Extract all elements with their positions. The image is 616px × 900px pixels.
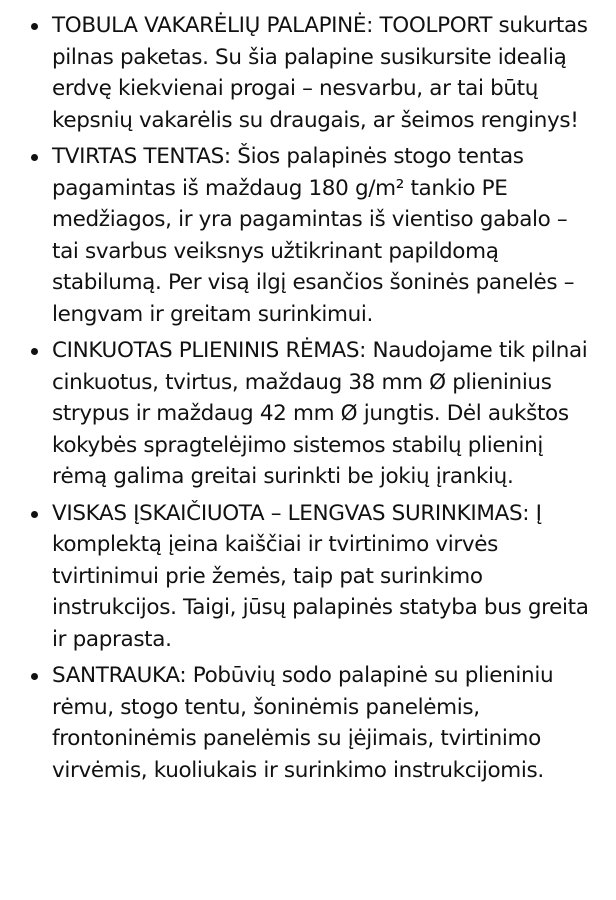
bullet-text: TVIRTAS TENTAS: Šios palapinės stogo tentas pagamintas iš maždaug 180 g/m² tankio PE medžiagos, ir yra pagamintas iš vientiso gabalo – tai svarbus veiksnys užtikrinant papildomą stabilumą. Per visą ilgį esančios šoninės panelės – lengvam ir greitam surinkimui. [52, 144, 575, 327]
bullet-text: SANTRAUKA: Pobūvių sodo palapinė su plieniniu rėmu, stogo tentu, šoninėmis panelėmis, frontoninėmis panelėmis su įėjimais, tvirtinimo virvėmis, kuoliukais ir surinkimo instrukcijomis. [52, 663, 554, 783]
bullet-dot-icon [31, 511, 38, 518]
bullet-dot-icon [31, 348, 38, 355]
feature-bullet-galvanized-frame [0, 335, 616, 493]
feature-bullet-easy-assembly [0, 498, 616, 656]
feature-bullet-list [0, 10, 616, 791]
feature-bullet-sturdy-canopy [0, 141, 616, 330]
bullet-dot-icon [31, 154, 38, 161]
feature-bullet-perfect-party-tent [0, 10, 616, 136]
bullet-text: TOBULA VAKARĖLIŲ PALAPINĖ: TOOLPORT sukurtas pilnas paketas. Su šia palapine susikursite idealią erdvę kiekvienai progai – nesvarbu, ar tai būtų kepsnių vakarėlis su draugais, ar šeimos renginys! [52, 13, 588, 133]
bullet-dot-icon [31, 23, 38, 30]
bullet-text: VISKAS ĮSKAIČIUOTA – LENGVAS SURINKIMAS: Į komplektą įeina kaiščiai ir tvirtinimo virvės tvirtinimui prie žemės, taip pat surinkimo instrukcijos. Taigi, jūsų palapinės statyba bus greita ir paprasta. [52, 500, 589, 652]
feature-bullet-summary [0, 660, 616, 786]
bullet-text: CINKUOTAS PLIENINIS RĖMAS: Naudojame tik pilnai cinkuotus, tvirtus, maždaug 38 mm Ø plieninius strypus ir maždaug 42 mm Ø jungtis. Dėl aukštos kokybės spragtelėjimo sistemos stabilų plieninį rėmą galima greitai surinkti be jokių įrankių. [52, 338, 588, 489]
bullet-dot-icon [31, 673, 38, 680]
